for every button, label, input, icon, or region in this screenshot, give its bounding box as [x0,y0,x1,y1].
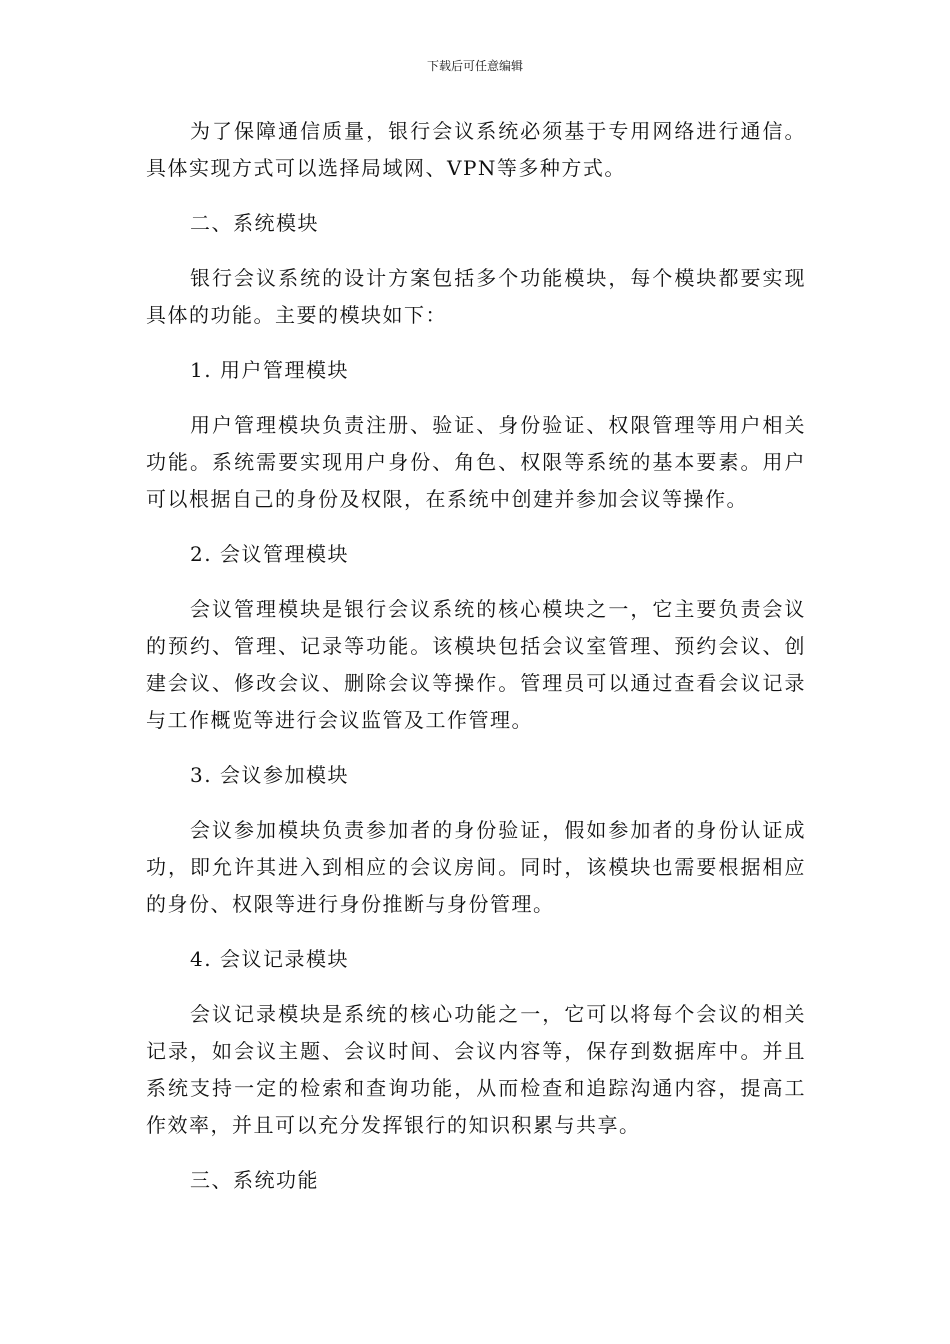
paragraph-user-management: 用户管理模块负责注册、验证、身份验证、权限管理等用户相关功能。系统需要实现用户身份、角色、权限等系统的基本要素。用户可以根据自己的身份及权限，在系统中创建并参加会议等操作。 [146,413,806,511]
paragraph-modules-intro: 银行会议系统的设计方案包括多个功能模块，每个模块都要实现具体的功能。主要的模块如下： [146,266,806,327]
subheading-meeting-management: 2. 会议管理模块 [190,542,349,566]
paragraph-meeting-participation: 会议参加模块负责参加者的身份验证，假如参加者的身份认证成功，即允许其进入到相应的会议房间。同时，该模块也需要根据相应的身份、权限等进行身份推断与身份管理。 [146,818,806,916]
section-heading-system-functions: 三、系统功能 [190,1168,319,1192]
section-heading-system-modules: 二、系统模块 [190,211,319,235]
document-body [146,113,806,1199]
page-header: 下载后可任意编辑 [426,59,523,73]
subheading-meeting-participation: 3. 会议参加模块 [190,763,349,787]
paragraph-meeting-records: 会议记录模块是系统的核心功能之一，它可以将每个会议的相关记录，如会议主题、会议时间、会议内容等，保存到数据库中。并且系统支持一定的检索和查询功能，从而检查和追踪沟通内容，提高工作效率，并且可以充分发挥银行的知识积累与共享。 [146,1002,806,1137]
paragraph-meeting-management: 会议管理模块是银行会议系统的核心模块之一，它主要负责会议的预约、管理、记录等功能。该模块包括会议室管理、预约会议、创建会议、修改会议、删除会议等操作。管理员可以通过查看会议记录与工作概览等进行会议监管及工作管理。 [146,597,806,732]
subheading-meeting-records: 4. 会议记录模块 [190,947,349,971]
paragraph-network: 为了保障通信质量，银行会议系统必须基于专用网络进行通信。具体实现方式可以选择局域网、VPN等多种方式。 [146,119,806,180]
subheading-user-management: 1. 用户管理模块 [190,358,349,382]
